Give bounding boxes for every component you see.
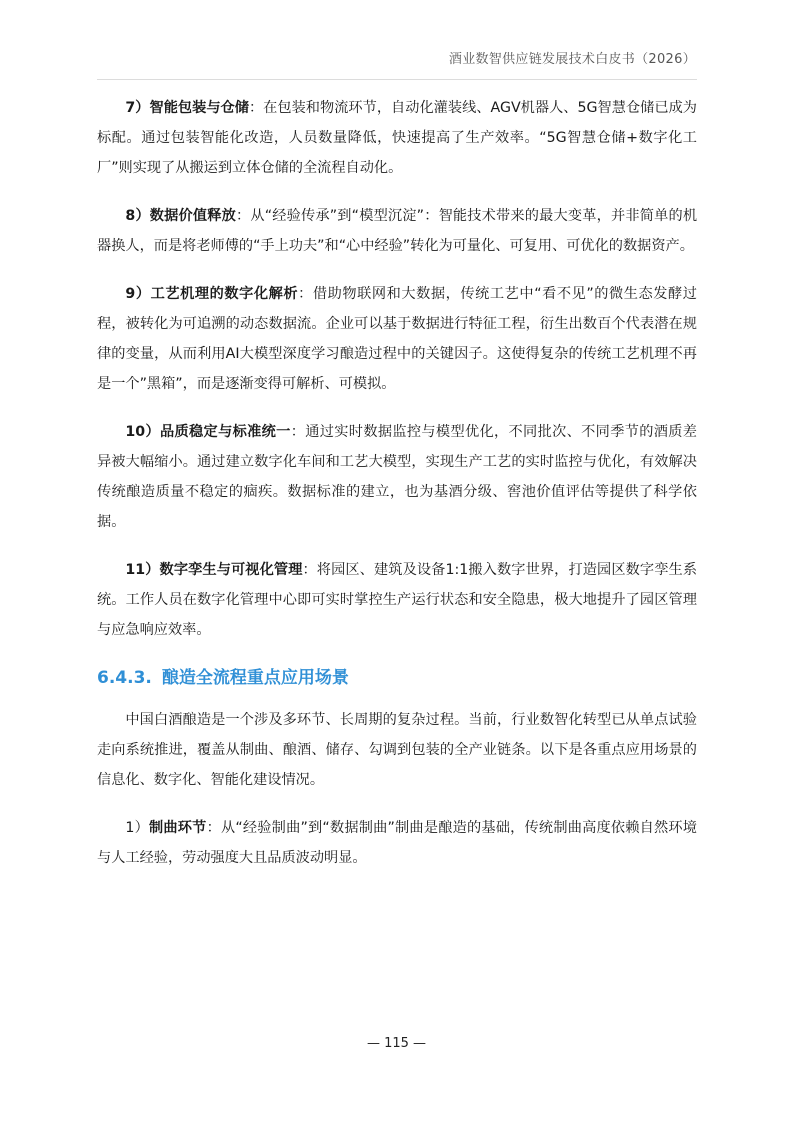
header-divider <box>97 79 697 80</box>
paragraph-text: ：通过实时数据监控与模型优化，不同批次、不同季节的酒质差异被大幅缩小。通过建立数字化车间和工艺大模型，实现生产工艺的实时监控与优化，有效解决传统酿造质量不稳定的痼疾。数据标准的建立，也为基酒分级、窖池价值评估等提供了科学依据。 <box>97 424 697 530</box>
section-heading <box>97 665 697 691</box>
paragraph-lead: 8）数据价值释放 <box>125 208 237 224</box>
paragraph-item-8 <box>97 201 697 261</box>
paragraph-lead: 9）工艺机理的数字化解析 <box>125 286 299 302</box>
paragraph-lead: 10）品质稳定与标准统一 <box>125 424 291 440</box>
paragraph-item-7 <box>97 93 697 183</box>
section-number: 6.4.3. <box>97 668 152 688</box>
paragraph-lead: 11）数字孪生与可视化管理 <box>125 562 303 578</box>
paragraph-item-10 <box>97 417 697 537</box>
page-number: — 115 — <box>366 1036 427 1051</box>
paragraph-text: ：从“经验传承”到“模型沉淀”：智能技术带来的最大变革，并非简单的机器换人，而是将老师傅的“手上功夫”和“心中经验”转化为可量化、可复用、可优化的数据资产。 <box>97 208 698 254</box>
paragraph-item-9 <box>97 279 697 399</box>
paragraph-text: ：将园区、建筑及设备1:1搬入数字世界，打造园区数字孪生系统。工作人员在数字化管理中心即可实时掌控生产运行状态和安全隐患，极大地提升了园区管理与应急响应效率。 <box>97 562 698 638</box>
item-prefix: 1） <box>125 820 150 836</box>
paragraph-text: ：从“经验制曲”到“数据制曲”制曲是酿造的基础，传统制曲高度依赖自然环境与人工经验，劳动强度大且品质波动明显。 <box>97 820 697 866</box>
running-header: 酒业数智供应链发展技术白皮书（2026） <box>448 52 696 67</box>
paragraph-item-11 <box>97 555 697 645</box>
paragraph-text: ：在包装和物流环节，自动化灌装线、AGV机器人、5G智慧仓储已成为标配。通过包装智能化改造，人员数量降低，快速提高了生产效率。“5G智慧仓储+数字化工厂”则实现了从搬运到立体仓储的全流程自动化。 <box>97 100 697 176</box>
paragraph-lead: 制曲环节 <box>149 820 207 836</box>
paragraph-text: ：借助物联网和大数据，传统工艺中“看不见”的微生态发酵过程，被转化为可追溯的动态数据流。企业可以基于数据进行特征工程，衍生出数百个代表潜在规律的变量，从而利用AI大模型深度学习酿造过程中的关键因子。这使得复杂的传统工艺机理不再是一个”黑箱”，而是逐渐变得可解析、可模拟。 <box>97 286 697 392</box>
intro-paragraph: 中国白酒酿造是一个涉及多环节、长周期的复杂过程。当前，行业数智化转型已从单点试验走向系统推进，覆盖从制曲、酿酒、储存、勾调到包装的全产业链条。以下是各重点应用场景的信息化、数字化、智能化建设情况。 <box>97 712 697 788</box>
paragraph-item-1 <box>97 813 697 873</box>
paragraph-lead: 7）智能包装与仓储 <box>125 100 249 116</box>
page-content <box>97 93 697 891</box>
section-title: 酿造全流程重点应用场景 <box>161 668 349 688</box>
